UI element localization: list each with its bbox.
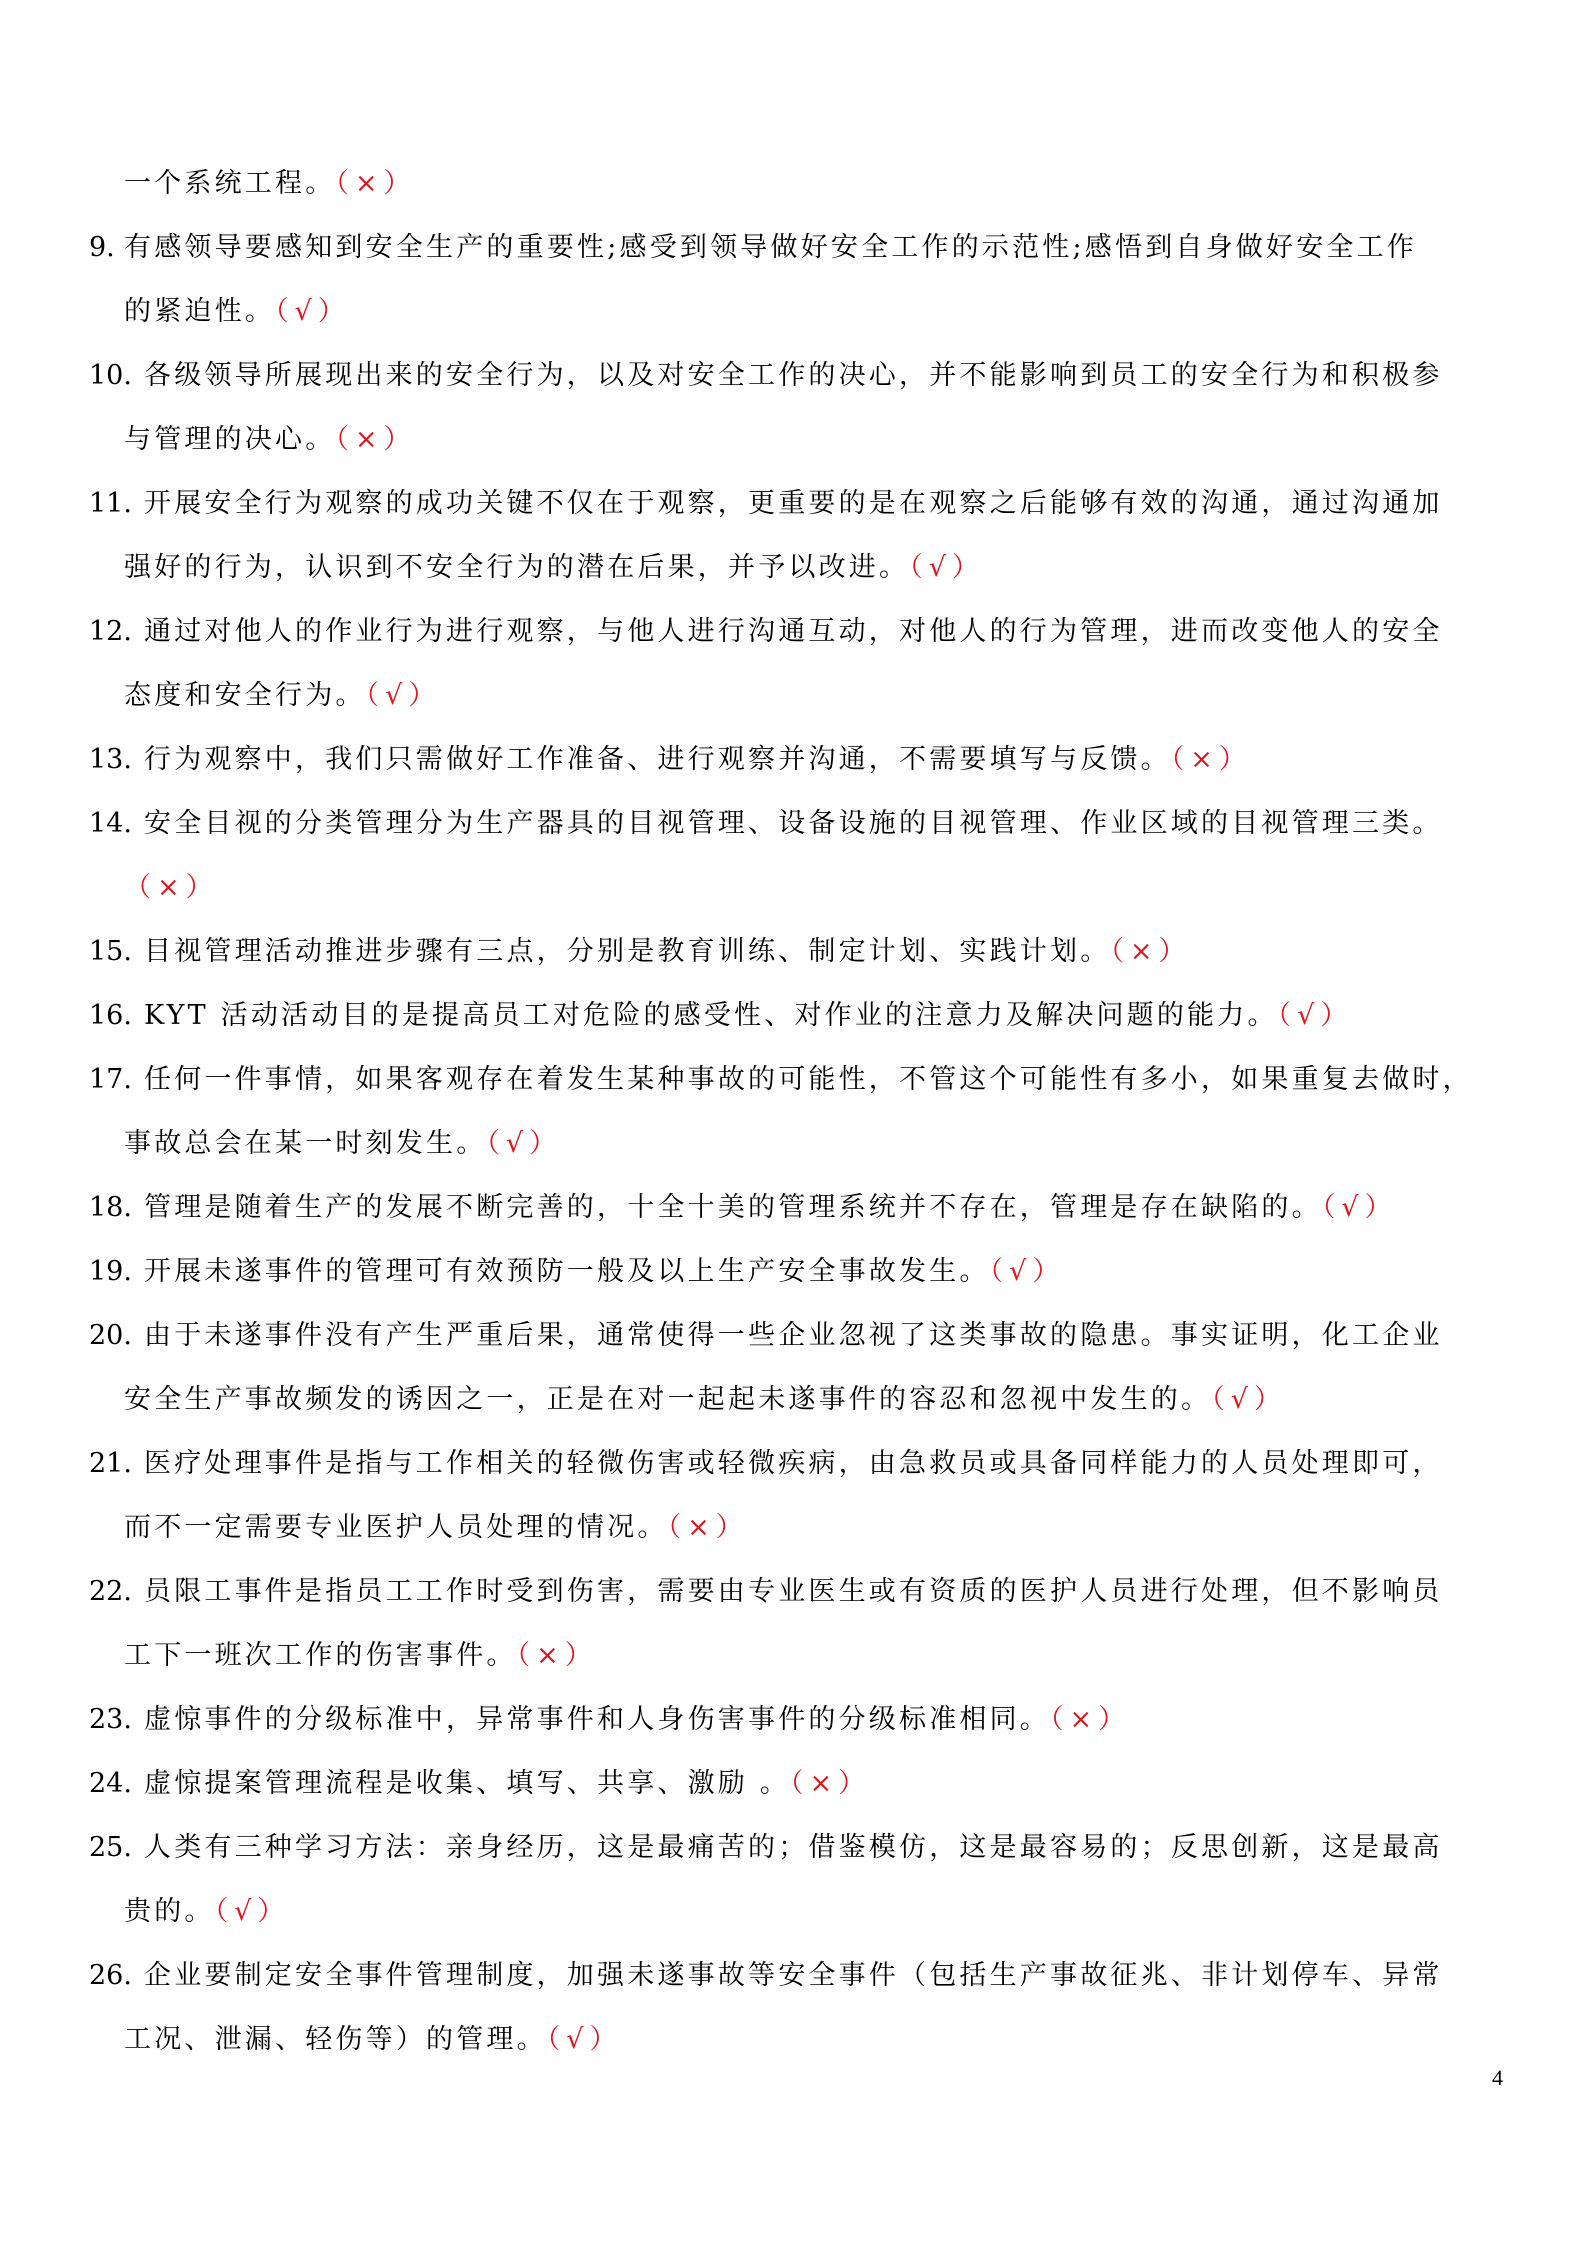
question-text: 的紧迫性。（√） (124, 296, 351, 327)
question-text: 与管理的决心。（×） (124, 424, 417, 455)
question-number: 10. (89, 360, 132, 391)
question-number: 19. (89, 1256, 132, 1287)
question-text: 员限工事件是指员工工作时受到伤害，需要由专业医生或有资质的医护人员进行处理，但不影响员 (144, 1576, 1443, 1607)
question-text: 而不一定需要专业医护人员处理的情况。（×） (124, 1512, 749, 1543)
question-number: 13. (89, 744, 132, 775)
question-text: 医疗处理事件是指与工作相关的轻微伤害或轻微疾病，由急救员或具备同样能力的人员处理即可， (144, 1448, 1443, 1479)
question-text: 任何一件事情，如果客观存在着发生某种事故的可能性，不管这个可能性有多小，如果重复去做时， (144, 1064, 1473, 1095)
question-text: 安全目视的分类管理分为生产器具的目视管理、设备设施的目视管理、作业区域的目视管理三类。 (144, 808, 1443, 839)
question-text: 行为观察中，我们只需做好工作准备、进行观察并沟通，不需要填写与反馈。（×） (144, 744, 1252, 775)
answer-mark: （√） (1277, 1000, 1354, 1031)
question-text: 事故总会在某一时刻发生。（√） (124, 1128, 563, 1159)
answer-mark: （√） (989, 1256, 1066, 1287)
question-text: 工况、泄漏、轻伤等）的管理。（√） (124, 2024, 623, 2055)
question-number: 18. (89, 1192, 132, 1223)
question-text: 态度和安全行为。（√） (124, 680, 442, 711)
question-text: 企业要制定安全事件管理制度，加强未遂事故等安全事件（包括生产事故征兆、非计划停车、异常 (144, 1960, 1443, 1991)
answer-mark: （√） (214, 1896, 291, 1927)
answer-mark: （×） (124, 872, 219, 903)
answer-mark: （√） (546, 2024, 623, 2055)
answer-mark: （×） (516, 1640, 598, 1671)
question-text: 一个系统工程。（×） (124, 168, 417, 199)
question-text: 目视管理活动推进步骤有三点，分别是教育训练、制定计划、实践计划。（×） (144, 936, 1192, 967)
answer-mark: （×） (1110, 936, 1192, 967)
question-number: 14. (89, 808, 132, 839)
question-number: 15. (89, 936, 132, 967)
question-number: 16. (89, 1000, 132, 1031)
question-text: 开展未遂事件的管理可有效预防一般及以上生产安全事故发生。（√） (144, 1256, 1066, 1287)
question-number: 11. (89, 488, 132, 519)
answer-mark: （√） (1321, 1192, 1398, 1223)
question-text: 虚惊事件的分级标准中，异常事件和人身伤害事件的分级标准相同。（×） (144, 1704, 1132, 1735)
question-text: 通过对他人的作业行为进行观察，与他人进行沟通互动，对他人的行为管理，进而改变他人的安全 (144, 616, 1443, 647)
answer-mark: （×） (789, 1768, 872, 1799)
answer-mark: （√） (1211, 1384, 1287, 1415)
question-number: 12. (89, 616, 132, 647)
question-number: 22. (89, 1576, 132, 1607)
answer-mark: （√） (909, 552, 985, 583)
question-text: 有感领导要感知到安全生产的重要性;感受到领导做好安全工作的示范性;感悟到自身做好安全工作 (124, 232, 1417, 263)
question-number: 21. (89, 1448, 132, 1479)
answer-mark: （√） (365, 680, 442, 711)
page-number: 4 (1492, 2065, 1503, 2090)
answer-mark: （×） (667, 1512, 749, 1543)
answer-mark: （×） (1050, 1704, 1132, 1735)
question-text: 工下一班次工作的伤害事件。（×） (124, 1640, 598, 1671)
question-text: 强好的行为，认识到不安全行为的潜在后果，并予以改进。（√） (124, 552, 985, 583)
question-text: 管理是随着生产的发展不断完善的，十全十美的管理系统并不存在，管理是存在缺陷的。（√） (144, 1192, 1398, 1223)
question-number: 24. (89, 1768, 132, 1799)
question-text: 贵的。（√） (124, 1896, 291, 1927)
question-text: 开展安全行为观察的成功关键不仅在于观察，更重要的是在观察之后能够有效的沟通，通过沟通加 (144, 488, 1443, 519)
answer-mark: （√） (275, 296, 351, 327)
question-text: 安全生产事故频发的诱因之一，正是在对一起起未遂事件的容忍和忽视中发生的。（√） (124, 1384, 1287, 1415)
question-number: 17. (89, 1064, 132, 1095)
question-text: 各级领导所展现出来的安全行为，以及对安全工作的决心，并不能影响到员工的安全行为和积极参 (144, 360, 1443, 391)
question-text (124, 868, 219, 908)
answer-mark: （√） (486, 1128, 563, 1159)
answer-mark: （×） (1170, 744, 1252, 775)
question-text: 人类有三种学习方法：亲身经历，这是最痛苦的；借鉴模仿，这是最容易的；反思创新，这是最高 (144, 1832, 1443, 1863)
question-number: 23. (89, 1704, 132, 1735)
question-number: 9. (89, 232, 115, 263)
question-text: KYT 活动活动目的是提高员工对危险的感受性、对作业的注意力及解决问题的能力。（√） (144, 1000, 1354, 1031)
question-text: 由于未遂事件没有产生严重后果，通常使得一些企业忽视了这类事故的隐患。事实证明，化工企业 (144, 1320, 1443, 1351)
question-number: 20. (89, 1320, 132, 1351)
answer-mark: （×） (335, 168, 417, 199)
question-number: 25. (89, 1832, 132, 1863)
answer-mark: （×） (335, 424, 417, 455)
question-text: 虚惊提案管理流程是收集、填写、共享、激励 。（×） (144, 1768, 872, 1799)
question-number: 26. (89, 1960, 132, 1991)
